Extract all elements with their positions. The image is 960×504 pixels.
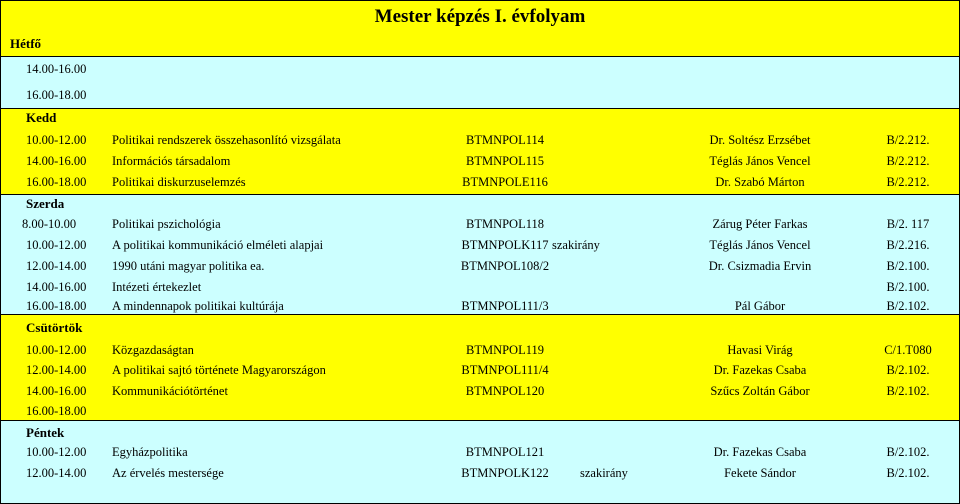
row-teacher: Téglás János Vencel — [709, 238, 811, 252]
row-room: B/2.212. — [886, 175, 930, 189]
hetfo-time-1: 14.00-16.00 — [26, 62, 87, 76]
row-subject: A mindennapok politikai kultúrája — [112, 299, 284, 313]
row-code: BTMNPOL111/3 — [461, 299, 549, 313]
row-time: 12.00-14.00 — [26, 363, 87, 377]
row-subject: 1990 utáni magyar politika ea. — [112, 259, 265, 273]
row-code: BTMNPOLK122 — [461, 466, 549, 480]
row-subject: Az érvelés mestersége — [112, 466, 224, 480]
row-time: 16.00-18.00 — [26, 175, 87, 189]
row-subject: Politikai diskurzuselemzés — [112, 175, 246, 189]
row-code: BTMNPOL111/4 — [461, 363, 549, 377]
grid-line — [0, 0, 1, 504]
row-room: C/1.T080 — [884, 343, 932, 357]
row-room: B/2.216. — [886, 238, 930, 252]
row-code: BTMNPOL120 — [465, 384, 545, 398]
row-time: 16.00-18.00 — [26, 404, 87, 418]
row-subject: Politikai rendszerek összehasonlító vizsgálata — [112, 133, 341, 147]
row-subject: A politikai sajtó története Magyarországon — [112, 363, 326, 377]
row-time: 16.00-18.00 — [26, 299, 87, 313]
day-kedd: Kedd — [26, 110, 57, 125]
row-code: BTMNPOLK117 — [461, 238, 549, 252]
page-title: Mester képzés I. évfolyam — [374, 6, 586, 27]
day-hetfo: Hétfő — [10, 36, 42, 51]
row-time: 14.00-16.00 — [26, 280, 87, 294]
row-teacher: Dr. Soltész Erzsébet — [709, 133, 811, 147]
grid-line — [0, 314, 960, 315]
row-subject: Kommunikációtörténet — [112, 384, 228, 398]
row-subject: Információs társadalom — [112, 154, 231, 168]
row-room: B/2.102. — [886, 466, 930, 480]
row-tag: szakirány — [580, 466, 628, 480]
row-time: 8.00-10.00 — [22, 217, 77, 231]
grid-line — [0, 56, 960, 57]
day-pentek: Péntek — [26, 425, 65, 440]
row-room: B/2.102. — [886, 363, 930, 377]
row-code: BTMNPOL118 — [465, 217, 544, 231]
row-code: BTMNPOL108/2 — [460, 259, 550, 273]
day-csutortok: Csütörtök — [26, 320, 83, 335]
row-teacher: Zárug Péter Farkas — [712, 217, 808, 231]
row-code: BTMNPOL115 — [465, 154, 544, 168]
row-teacher: Fekete Sándor — [724, 466, 796, 480]
row-room: B/2.100. — [886, 259, 930, 273]
grid-line — [0, 108, 960, 109]
row-teacher: Dr. Fazekas Csaba — [713, 445, 807, 459]
row-time: 12.00-14.00 — [26, 466, 87, 480]
row-teacher: Szűcs Zoltán Gábor — [710, 384, 810, 398]
row-room: B/2.100. — [886, 280, 930, 294]
row-teacher: Havasi Virág — [727, 343, 793, 357]
row-room: B/2.102. — [886, 299, 930, 313]
row-subject: Politikai pszichológia — [112, 217, 221, 231]
hetfo-time-2: 16.00-18.00 — [26, 88, 87, 102]
grid-line — [0, 420, 960, 421]
hetfo-band — [0, 56, 960, 108]
grid-line — [0, 194, 960, 195]
row-time: 10.00-12.00 — [26, 133, 87, 147]
row-room: B/2.102. — [886, 445, 930, 459]
row-teacher: Dr. Szabó Márton — [715, 175, 805, 189]
row-time: 12.00-14.00 — [26, 259, 87, 273]
row-teacher: Dr. Fazekas Csaba — [713, 363, 807, 377]
row-teacher: Téglás János Vencel — [709, 154, 811, 168]
row-code: BTMNPOLE116 — [462, 175, 548, 189]
row-room: B/2. 117 — [886, 217, 930, 231]
row-room: B/2.212. — [886, 133, 930, 147]
row-teacher: Pál Gábor — [734, 299, 786, 313]
row-room: B/2.102. — [886, 384, 930, 398]
row-time: 14.00-16.00 — [26, 154, 87, 168]
row-code: BTMNPOL121 — [465, 445, 545, 459]
day-szerda: Szerda — [26, 196, 65, 211]
pentek-band — [0, 420, 960, 504]
row-room: B/2.212. — [886, 154, 930, 168]
szerda-band — [0, 194, 960, 314]
row-subject: A politikai kommunikáció elméleti alapjai — [112, 238, 324, 252]
row-subject: Közgazdaságtan — [112, 343, 194, 357]
grid-line — [0, 0, 960, 1]
row-time: 10.00-12.00 — [26, 238, 87, 252]
row-subject: Intézeti értekezlet — [112, 280, 202, 294]
row-time: 10.00-12.00 — [26, 445, 87, 459]
row-tag: szakirány — [552, 238, 600, 252]
row-subject: Egyházpolitika — [112, 445, 188, 459]
row-teacher: Dr. Csizmadia Ervin — [708, 259, 812, 273]
row-code: BTMNPOL119 — [465, 343, 544, 357]
row-code: BTMNPOL114 — [465, 133, 544, 147]
row-time: 14.00-16.00 — [26, 384, 87, 398]
row-time: 10.00-12.00 — [26, 343, 87, 357]
